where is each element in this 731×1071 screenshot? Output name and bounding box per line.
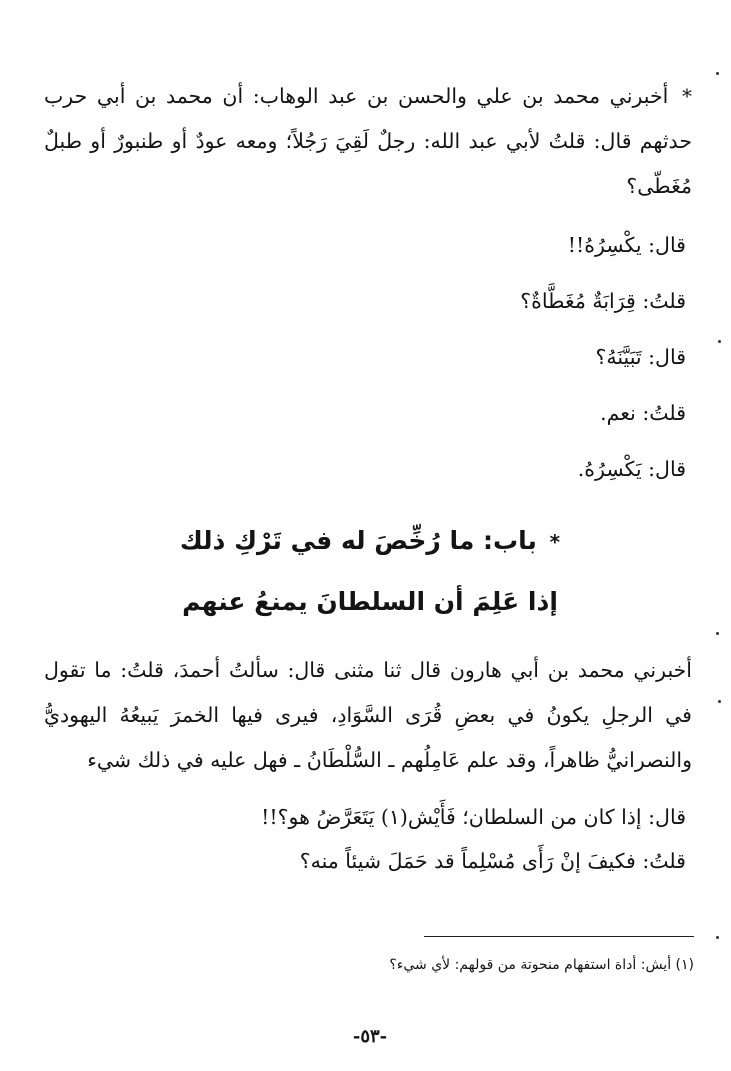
chapter-heading: [40, 511, 700, 572]
chapter-heading-line-2: إذا عَلِمَ أن السلطانَ يمنعُ عنهم: [182, 587, 558, 616]
margin-speck: [716, 632, 719, 635]
dialogue-line: قلتُ: نعم.: [600, 401, 686, 425]
intro-paragraph: [40, 74, 700, 209]
star-marker: *: [549, 530, 561, 554]
dialogue-line: قال: تَبَيَّنَهُ؟: [595, 345, 686, 369]
margin-speck: [716, 72, 719, 75]
book-page: [40, 74, 700, 1054]
dialogue-line: قال: يكْسِرُهُ!!: [567, 233, 686, 257]
answers-block: [40, 795, 700, 883]
footnote: (١) أيش: أداة استفهام منحوتة من قولهم: لأي شيء؟: [389, 957, 694, 973]
footnote-separator: [424, 936, 694, 937]
dialogue-block: [40, 217, 700, 497]
chapter-heading-line-1: باب: ما رُخِّصَ له في تَرْكِ ذلك: [179, 526, 537, 555]
dialogue-line: قال: يَكْسِرُهُ.: [577, 457, 686, 481]
star-marker: *: [682, 84, 692, 108]
margin-speck: [716, 936, 719, 939]
answer-line: قال: إذا كان من السلطان؛ فَأَيْش(١) يَتَعَرَّضُ هو؟!!: [261, 805, 686, 829]
margin-speck: [718, 340, 721, 343]
dialogue-line: قلتُ: قِرَابَةٌ مُغَطَّاةٌ؟: [520, 289, 686, 313]
page-number: -٥٣-: [352, 1026, 388, 1047]
narration-paragraph: أخبرني محمد بن أبي هارون قال ثنا مثنى قال: سألتُ أحمدَ، قلتُ: ما تقول في الرجلِ يكونُ في بعضِ قُرَى السَّوَادِ، فيرى فيها الخمرَ يَبيعُهُ اليهوديُّ والنصرانيُّ ظاهراً، وقد علم عَامِلُهم ـ السُّلْطَانُ ـ فهل عليه في ذلك شيء: [44, 658, 692, 772]
margin-speck: [718, 700, 721, 703]
answer-line: قلتُ: فكيفَ إنْ رَأَى مُسْلِماً قد حَمَلَ شيئاً منه؟: [299, 849, 686, 873]
intro-text: أخبرني محمد بن علي والحسن بن عبد الوهاب: أن محمد بن أبي حرب حدثهم قال: قلتُ لأبي عبد الله: رجلٌ لَقِيَ رَجُلاً؛ ومعه عودٌ أو طنبورٌ أو طبلٌ مُغَطّى؟: [44, 84, 692, 198]
